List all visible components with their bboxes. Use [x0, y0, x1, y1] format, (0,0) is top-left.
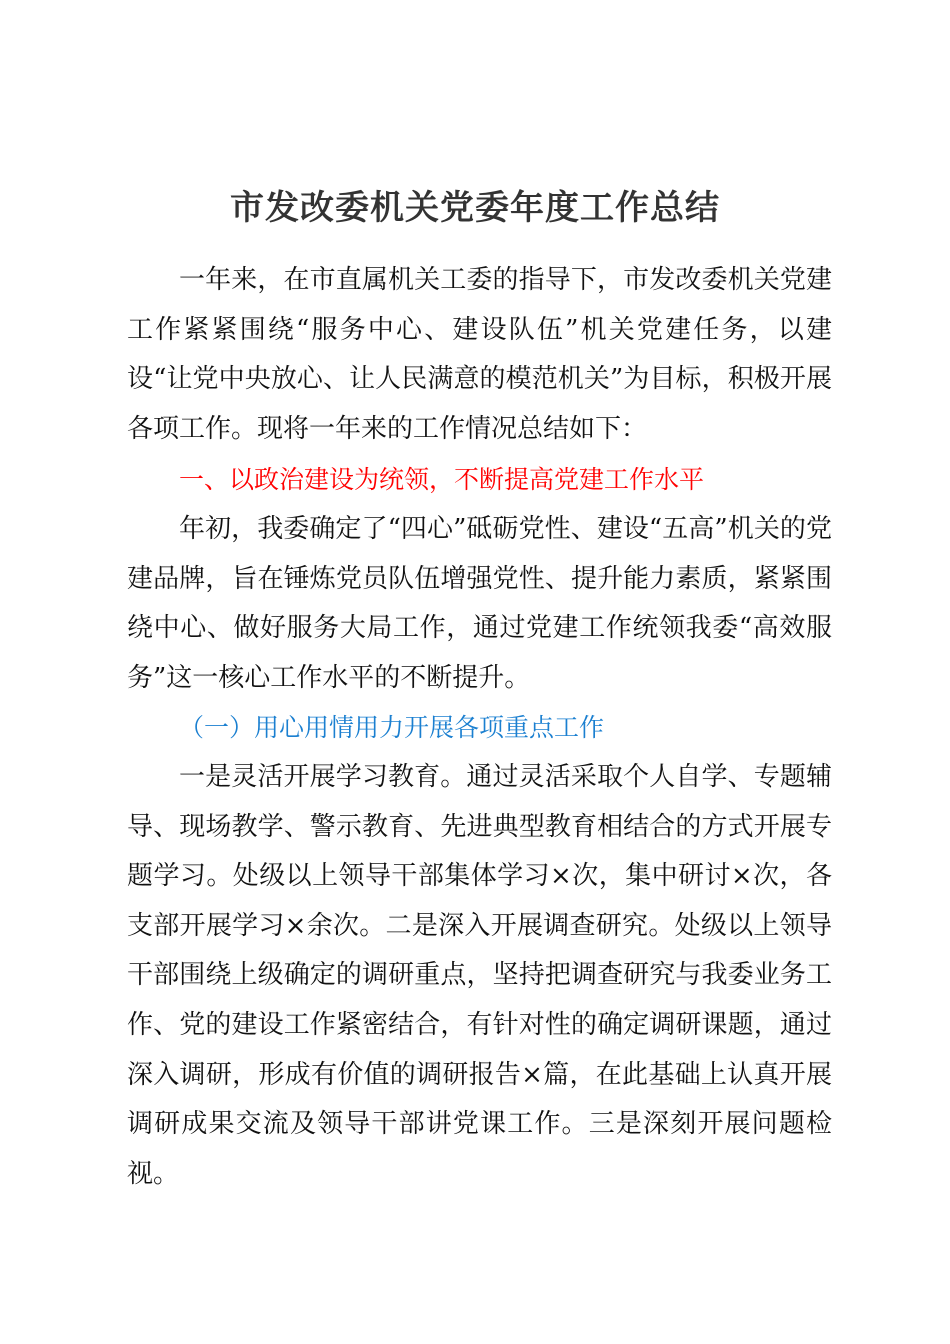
subsection-1-paragraph: 一是灵活开展学习教育。通过灵活采取个人自学、专题辅导、现场教学、警示教育、先进典型教育相结合的方式开展专题学习。处级以上领导干部集体学习×次，集中研讨×次，各支部开展学习×余次。二是深入开展调查研究。处级以上领导干部围绕上级确定的调研重点，坚持把调查研究与我委业务工作、党的建设工作紧密结合，有针对性的确定调研课题，通过深入调研，形成有价值的调研报告×篇，在此基础上认真开展调研成果交流及领导干部讲党课工作。三是深刻开展问题检视。	[127, 762, 832, 1189]
document-title: 市发改委机关党委年度工作总结	[230, 188, 720, 228]
section-1-heading: 一、以政治建设为统领，不断提高党建工作水平	[179, 465, 705, 494]
subsection-1-heading: （一）用心用情用力开展各项重点工作	[179, 713, 605, 742]
section-1-paragraph: 年初，我委确定了“四心”砥砺党性、建设“五高”机关的党建品牌，旨在锤炼党员队伍增强党性、提升能力素质，紧紧围绕中心、做好服务大局工作，通过党建工作统领我委“高效服务”这一核心工作水平的不断提升。	[127, 514, 832, 693]
intro-paragraph: 一年来，在市直属机关工委的指导下，市发改委机关党建工作紧紧围绕“服务中心、建设队伍”机关党建任务，以建设“让党中央放心、让人民满意的模范机关”为目标，积极开展各项工作。现将一年来的工作情况总结如下：	[127, 265, 832, 444]
